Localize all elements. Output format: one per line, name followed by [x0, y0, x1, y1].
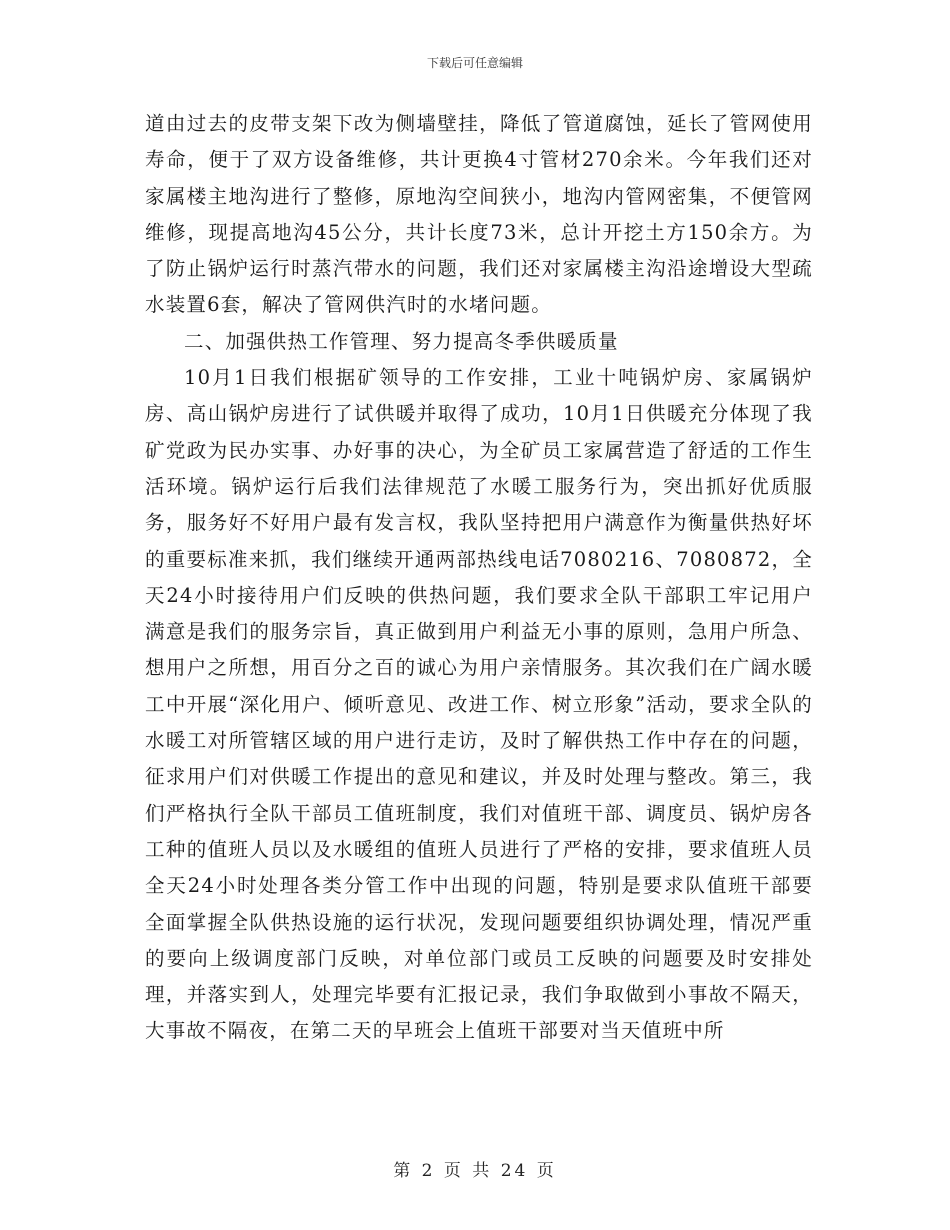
paragraph-heating-management: 10月1日我们根据矿领导的工作安排，工业十吨锅炉房、家属锅炉房、高山锅炉房进行了试供暖并取得了成功，10月1日供暖充分体现了我矿党政为民办实事、办好事的决心，为全矿员工家属营造了舒适的工作生活环境。锅炉运行后我们法律规范了水暖工服务行为，突出抓好优质服务，服务好不好用户最有发言权，我队坚持把用户满意作为衡量供热好坏的重要标准来抓，我们继续开通两部热线电话7080216、7080872，全天24小时接待用户们反映的供热问题，我们要求全队干部职工牢记用户满意是我们的服务宗旨，真正做到用户利益无小事的原则，急用户所急、想用户之所想，用百分之百的诚心为用户亲情服务。其次我们在广阔水暖工中开展“深化用户、倾听意见、改进工作、树立形象”活动，要求全队的水暖工对所管辖区域的用户进行走访，及时了解供热工作中存在的问题，征求用户们对供暖工作提出的意见和建议，并及时处理与整改。第三，我们严格执行全队干部员工值班制度，我们对值班干部、调度员、锅炉房各工种的值班人员以及水暖组的值班人员进行了严格的安排，要求值班人员全天24小时处理各类分管工作中出现的问题，特别是要求队值班干部要全面掌握全队供热设施的运行状况，发现问题要组织协调处理，情况严重的要向上级调度部门反映，对单位部门或员工反映的问题要及时安排处理，并落实到人，处理完毕要有汇报记录，我们争取做到小事故不隔天，大事故不隔夜，在第二天的早班会上值班干部要对当天值班中所	[145, 366, 813, 1043]
section-heading: 二、加强供热工作管理、努力提高冬季供暖质量	[184, 329, 619, 353]
page-number: 第 2 页 共 24 页	[393, 1161, 557, 1181]
page-header: 下载后可任意编辑	[426, 56, 523, 70]
paragraph-continuation: 道由过去的皮带支架下改为侧墙壁挂，降低了管道腐蚀，延长了管网使用寿命，便于了双方设备维修，共计更换4寸管材270余米。今年我们还对家属楼主地沟进行了整修，原地沟空间狭小，地沟内管网密集，不便管网维修，现提高地沟45公分，共计长度73米，总计开挖土方150余方。为了防止锅炉运行时蒸汽带水的问题，我们还对家属楼主沟沿途增设大型疏水装置6套，解决了管网供汽时的水堵问题。	[145, 112, 813, 317]
document-body	[145, 106, 813, 1050]
